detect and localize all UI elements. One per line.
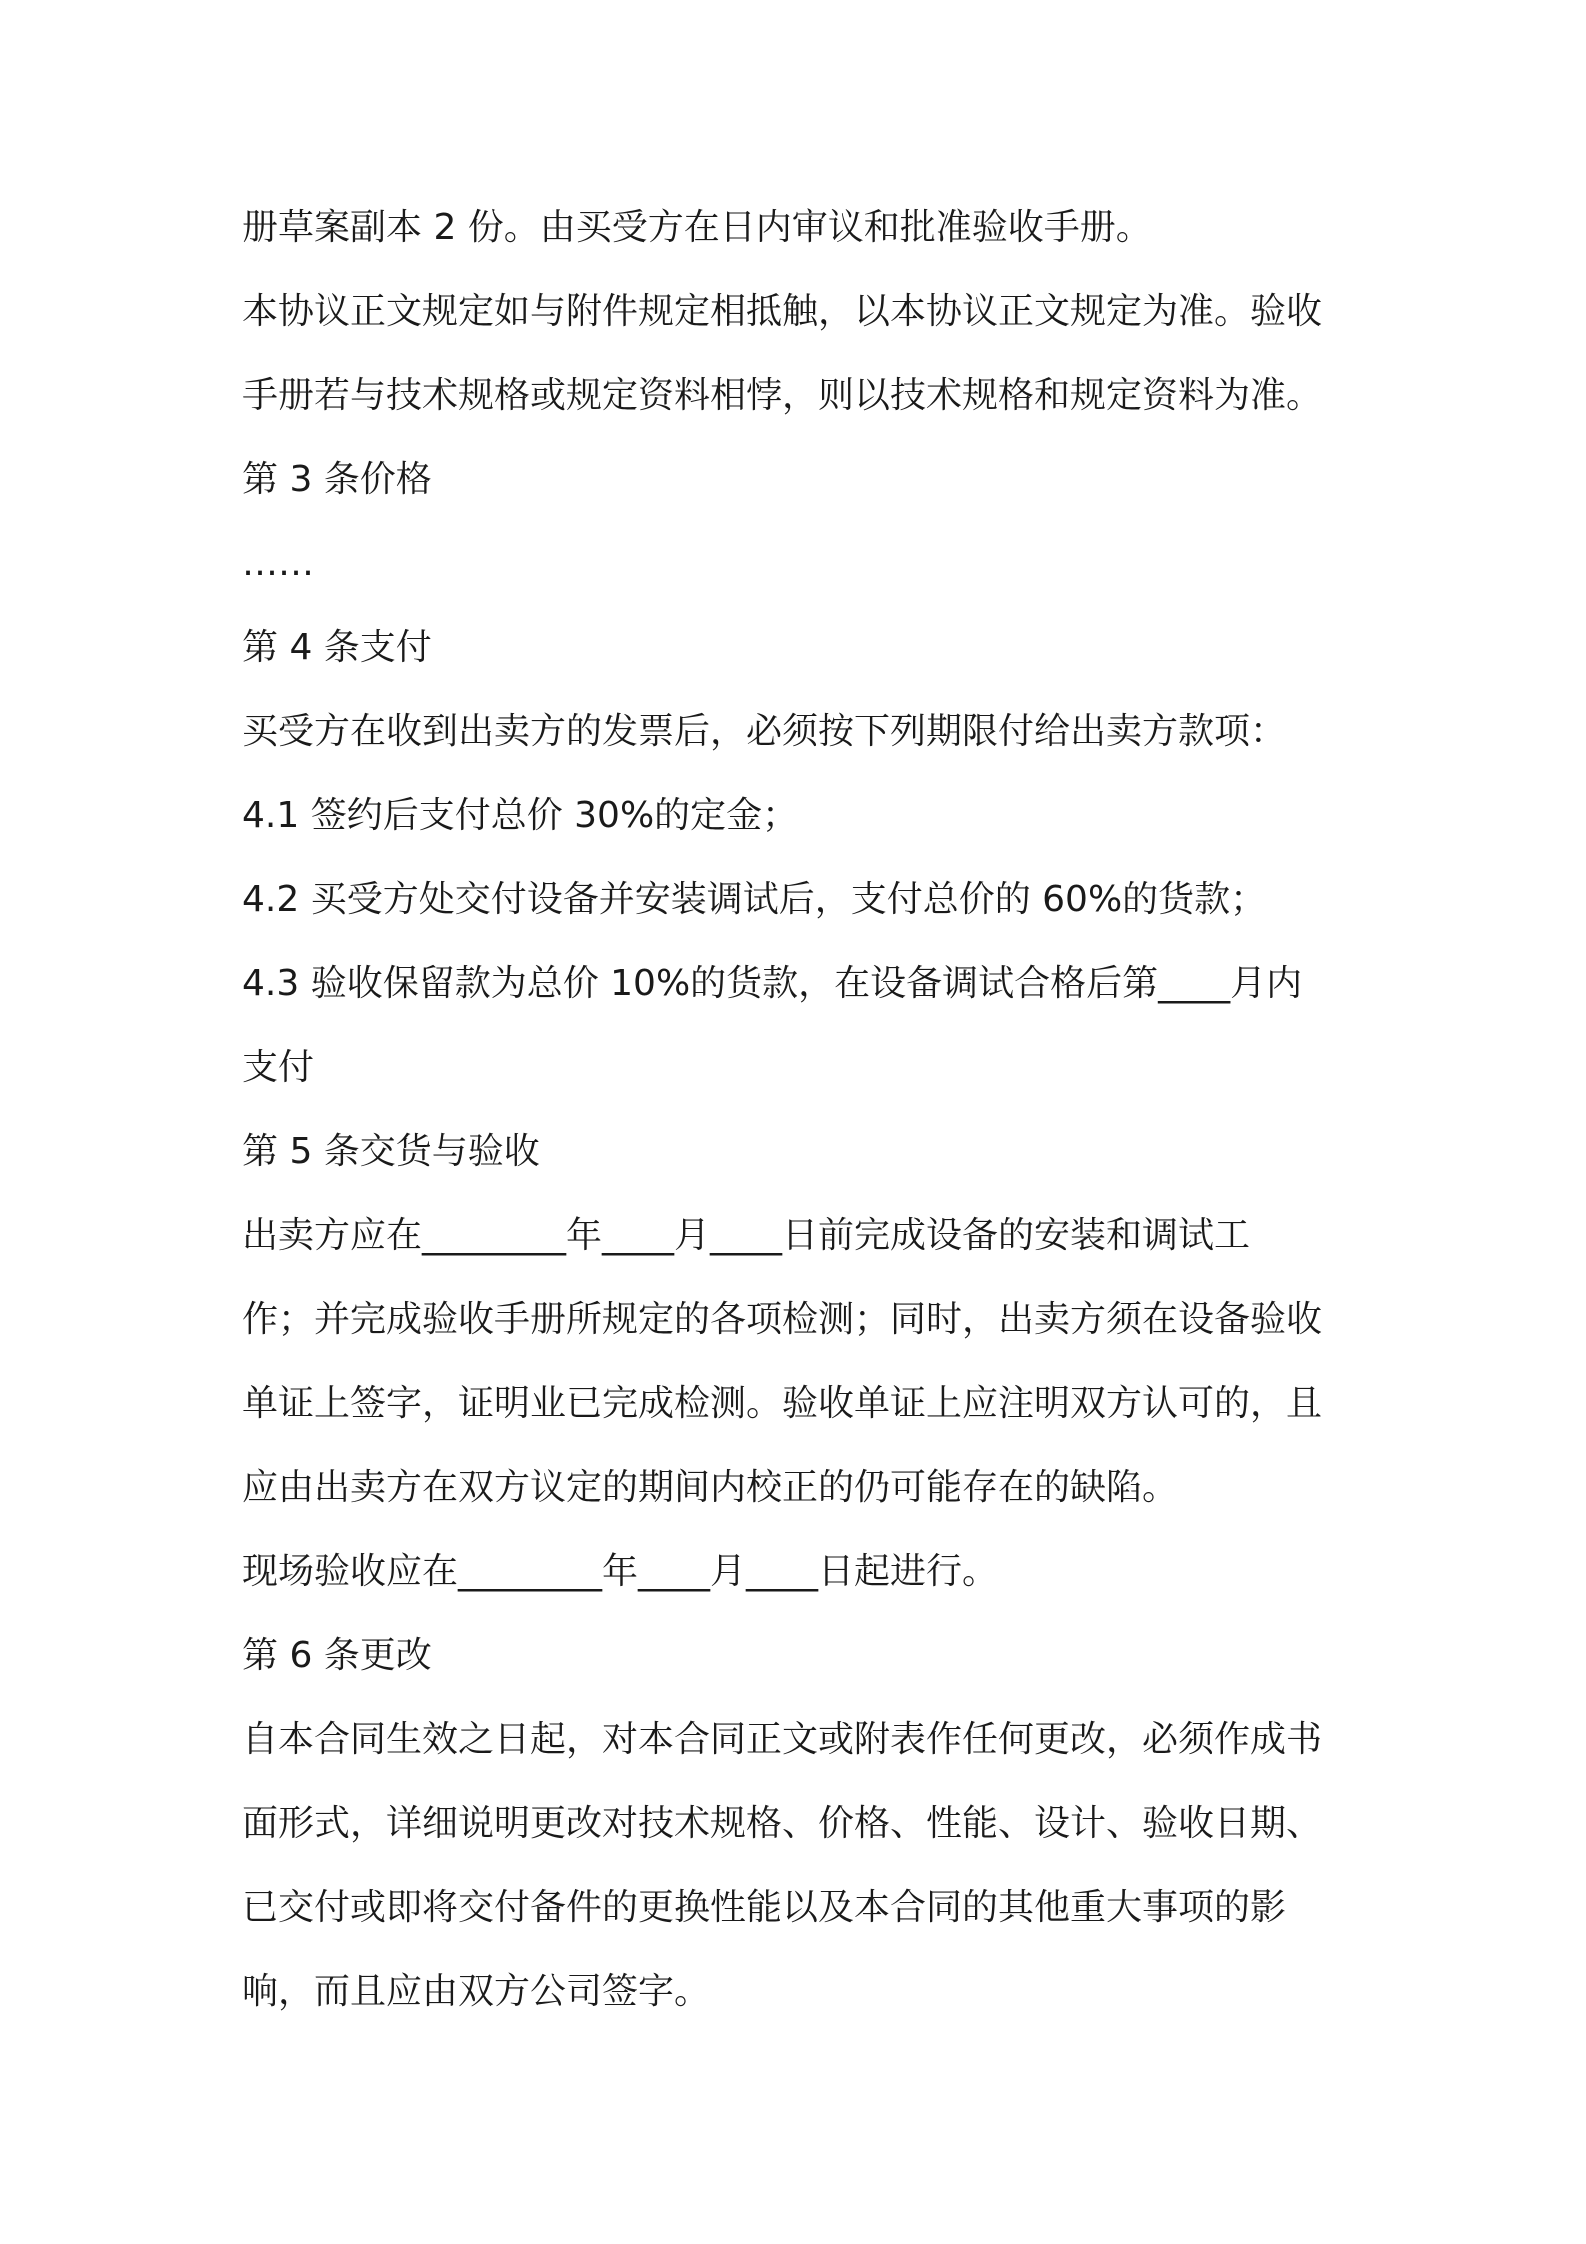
- text-line-13: 出卖方应在________年____月____日前完成设备的安装和调试工: [242, 1215, 1251, 1256]
- article-3-heading: 第 3 条价格: [242, 459, 432, 500]
- text-line-15: 单证上签字，证明业已完成检测。验收单证上应注明双方认可的，且: [242, 1383, 1323, 1424]
- text-line-3: 手册若与技术规格或规定资料相悖，则以技术规格和规定资料为准。: [242, 375, 1323, 416]
- clause-4-2: 4.2 买受方处交付设备并安装调试后，支付总价的 60%的货款；: [242, 879, 1267, 920]
- text-line-22: 响，而且应由双方公司签字。: [242, 1971, 711, 2012]
- clause-4-3: 4.3 验收保留款为总价 10%的货款，在设备调试合格后第____月内: [242, 963, 1303, 1004]
- text-line-20: 面形式，详细说明更改对技术规格、价格、性能、设计、验收日期、: [242, 1803, 1323, 1844]
- text-line-2: 本协议正文规定如与附件规定相抵触，以本协议正文规定为准。验收: [242, 291, 1323, 332]
- article-4-heading: 第 4 条支付: [242, 627, 432, 668]
- ellipsis-line: ……: [242, 543, 314, 584]
- clause-4-3-continued: 支付: [242, 1047, 315, 1088]
- text-line-21: 已交付或即将交付备件的更换性能以及本合同的其他重大事项的影: [242, 1887, 1287, 1928]
- clause-4-1: 4.1 签约后支付总价 30%的定金；: [242, 795, 799, 836]
- text-line-17: 现场验收应在________年____月____日起进行。: [242, 1551, 999, 1592]
- document-body: [242, 186, 1362, 2034]
- text-line-7: 买受方在收到出卖方的发票后，必须按下列期限付给出卖方款项：: [242, 711, 1287, 752]
- text-line-1: 册草案副本 2 份。由买受方在日内审议和批准验收手册。: [242, 207, 1152, 248]
- text-line-14: 作；并完成验收手册所规定的各项检测；同时，出卖方须在设备验收: [242, 1299, 1323, 1340]
- article-5-heading: 第 5 条交货与验收: [242, 1131, 540, 1172]
- article-6-heading: 第 6 条更改: [242, 1635, 432, 1676]
- text-line-16: 应由出卖方在双方议定的期间内校正的仍可能存在的缺陷。: [242, 1467, 1179, 1508]
- text-line-19: 自本合同生效之日起，对本合同正文或附表作任何更改，必须作成书: [242, 1719, 1323, 1760]
